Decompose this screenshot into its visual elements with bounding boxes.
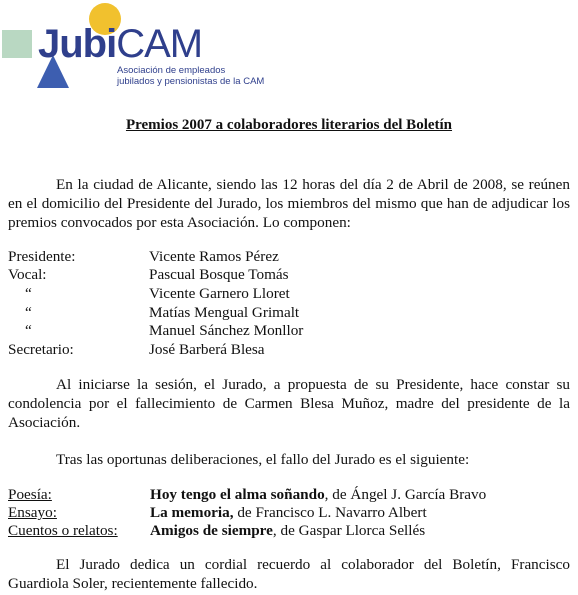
logo-word-cam: CAM [116,22,203,66]
jury-role: Secretario: [8,341,74,358]
jury-member: Vicente Garnero Lloret [149,285,290,302]
award-category: Ensayo: [8,504,57,521]
jury-member: Vicente Ramos Pérez [149,248,279,265]
logo-tagline [117,65,264,87]
jury-member: Pascual Bosque Tomás [149,266,289,283]
logo-green-square [2,30,32,58]
condolence-paragraph: Al iniciarse la sesión, el Jurado, a propuesta de su Presidente, hace constar su condolencia por el fallecimiento de Carmen Blesa Muñoz, madre del presidente de la Asociación. [8,376,570,431]
award-author: , de Ángel J. García Bravo [324,486,487,503]
jury-member: Matías Mengual Grimalt [149,304,300,321]
jury-role-ditto: “ [25,304,32,321]
jury-member: Manuel Sánchez Monllor [149,322,304,339]
award-work-title: Amigos de siempre [150,522,273,539]
jury-member: José Barberá Blesa [149,341,265,358]
award-author: de Francisco L. Navarro Albert [233,504,427,521]
document-title: Premios 2007 a colaboradores literarios del Boletín [125,117,453,133]
jury-role: Presidente: [8,248,76,265]
closing-paragraph: El Jurado dedica un cordial recuerdo al colaborador del Boletín, Francisco Guardiola Soler, recientemente fallecido. [8,556,570,592]
intro-paragraph: En la ciudad de Alicante, siendo las 12 horas del día 2 de Abril de 2008, se reúnen en el domicilio del Presidente del Jurado, los miembros del mismo que han de adjudicar los premios convocados por esta Asociación. Lo componen: [8,176,570,231]
logo-word-jubi: Jubi [38,22,117,66]
award-entry [150,503,427,522]
logo-tagline-line1: Asociación de empleados [117,65,226,76]
jury-role-ditto: “ [25,322,32,339]
award-category: Cuentos o relatos: [8,522,118,539]
logo-tagline-line2: jubilados y pensionistas de la CAM [117,76,265,87]
award-entry [150,521,425,540]
jury-role-ditto: “ [25,285,32,302]
jubicam-logo [0,0,300,100]
award-work-title: La memoria, [150,504,234,521]
award-entry [150,485,486,504]
award-author: , de Gaspar Llorca Sellés [272,522,426,539]
award-category: Poesía: [8,486,52,503]
jury-role: Vocal: [8,266,47,283]
verdict-intro: Tras las oportunas deliberaciones, el fallo del Jurado es el siguiente: [56,451,470,468]
award-work-title: Hoy tengo el alma soñando [150,486,325,503]
logo-wordmark [38,22,202,66]
